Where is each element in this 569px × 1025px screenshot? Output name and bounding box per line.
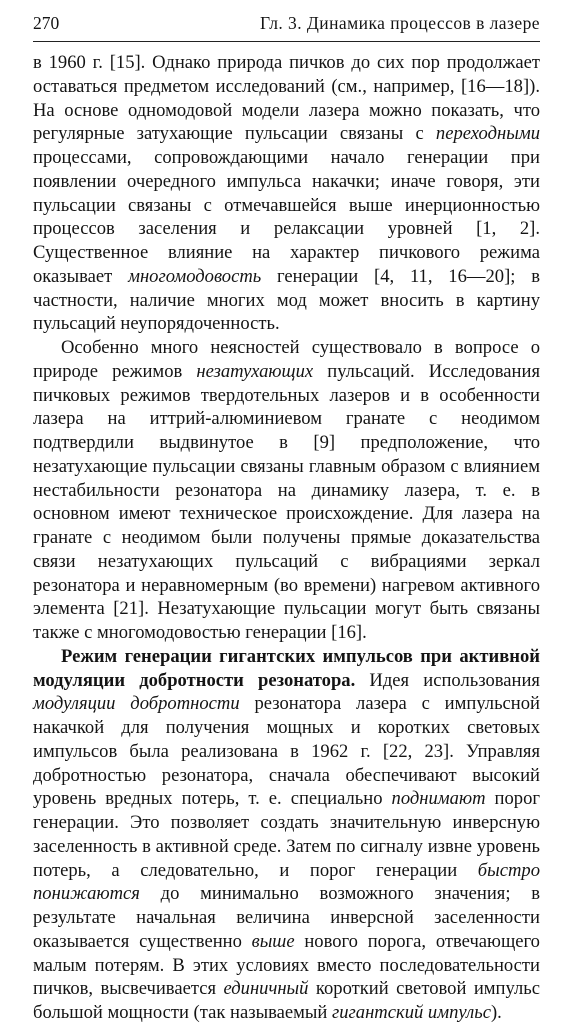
emphasis-text: многомодовость (128, 265, 262, 287)
emphasis-text: незатухающих (196, 360, 314, 382)
book-page (33, 12, 540, 1025)
emphasis-text: гигантский импульс (331, 1002, 491, 1023)
text-run: короткий световой импульс большой мощности (так называемый (33, 978, 540, 1023)
text-run: нового порога, отвечающего малым потерям. В этих условиях вместо последовательности пичков, высвечивается (33, 930, 540, 1000)
paragraph-p1 (33, 51, 540, 336)
text-run: до минимально возможного значения; в результате начальная величина инверсной заселенности оказывается существенно (33, 883, 540, 952)
emphasis-text: модуляции добротности (33, 693, 240, 715)
text-run: резонатора лазера с импульсной накачкой для получения мощных и коротких световых импульсов была реализована в 1962 г. [22, 23]. Управляя добротностью резонатора, сначала обеспечивают высокий уровень вредных потерь, т. е. специально (33, 693, 541, 810)
text-run: Идея использования (355, 669, 540, 691)
text-run: пульсаций. Исследования пичковых режимов твердотельных лазеров и в особенности лазера на иттрий-алюминиевом гранате с неодимом подтвердили выдвинутое в [9] предположение, что незатухающие пульсации связаны главным образом с влиянием нестабильности резонатора на динамику лазера, т. е. в основном имеют техническое происхождение. Для лазера на гранате с неодимом были получены прямые доказательства связи незатухающих пульсаций с вибрациями зеркал резонатора и неравномерным (во времени) нагревом активного элемента [21]. Незатухающие пульсации могут быть связаны также с многомодовостью генерации [16]. (33, 360, 540, 643)
text-run: ). (490, 1002, 502, 1023)
running-title: Гл. 3. Динамика процессов в лазере (259, 13, 540, 33)
text-run: Особенно много неясностей существовало в вопросе о природе режимов (33, 337, 540, 382)
emphasis-text: выше (251, 930, 295, 952)
page-number: 270 (33, 13, 60, 33)
emphasis-text: переходными (435, 123, 540, 145)
emphasis-text: быстро понижаются (33, 859, 540, 905)
body-text (33, 51, 540, 1025)
text-run: порог генерации. Это позволяет создать значительную инверсную заселенность в активной среде. Затем по сигналу извне уровень потерь, а следовательно, и порог генерации (33, 788, 541, 881)
emphasis-text: поднимают (391, 788, 486, 810)
running-header (33, 12, 540, 42)
text-run: в 1960 г. [15]. Однако природа пичков до сих пор продолжает оставаться предметом исследований (см., например, [16—18]). На основе одномодовой модели лазера можно показать, что регулярные затухающие пульсации связаны с (33, 52, 540, 145)
emphasis-text: единичный (223, 978, 309, 1000)
paragraph-p2 (33, 336, 540, 645)
paragraph-p3 (33, 645, 540, 1025)
text-run: генерации [4, 11, 16—20]; в частности, наличие многих мод может вносить в картину пульсаций неупорядоченность. (33, 265, 540, 335)
section-heading: Режим генерации гигантских импульсов при активной модуляции добротности резонатора. (33, 645, 540, 691)
text-run: процессами, сопровождающими начало генерации при появлении очередного импульса накачки; иначе говоря, эти пульсации связаны с отмечавшейся выше инерционностью процессов заселения и релаксации уровней [1, 2]. Существенное влияние на характер пичкового режима оказывает (33, 147, 540, 287)
